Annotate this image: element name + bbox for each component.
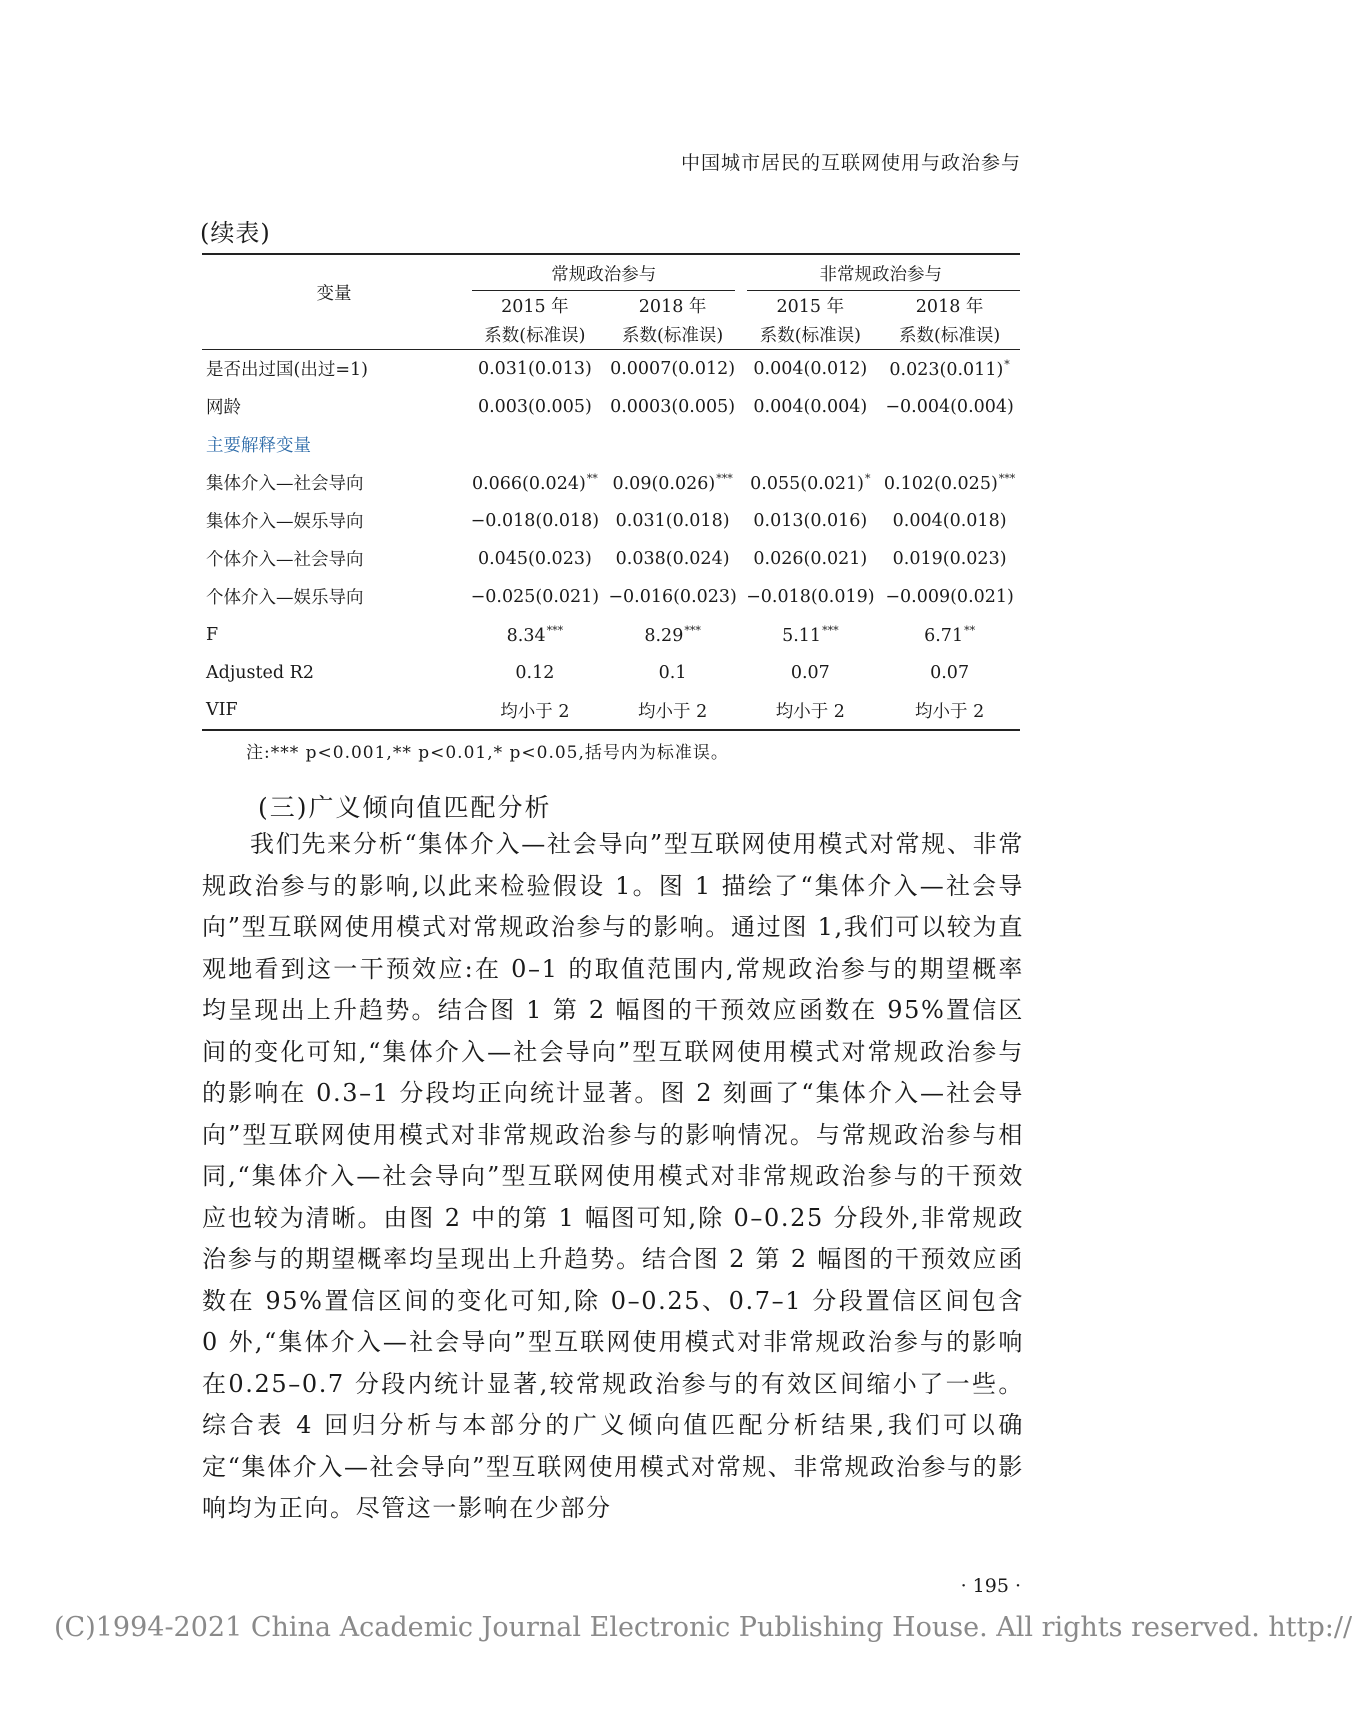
table-cell <box>741 578 879 616</box>
significance-stars: ** <box>964 623 976 637</box>
cell-value: −0.018(0.019) <box>746 586 875 607</box>
table-row <box>202 464 1020 502</box>
coef-subheader: 系数(标准误) <box>741 320 879 350</box>
cell-value: 0.102(0.025) <box>883 473 998 494</box>
table-cell <box>741 388 879 426</box>
significance-stars: *** <box>684 623 701 637</box>
table-cell <box>604 388 742 426</box>
significance-stars: * <box>1004 357 1010 371</box>
table-row <box>202 502 1020 540</box>
table-row <box>202 692 1020 730</box>
group-header-conventional: 常规政治参与 <box>466 254 741 291</box>
coef-subheader: 系数(标准误) <box>879 320 1020 350</box>
body-paragraph: 我们先来分析“集体介入—社会导向”型互联网使用模式对常规、非常规政治参与的影响,以此来检验假设 1。图 1 描绘了“集体介入—社会导向”型互联网使用模式对常规政治参与的影响。通过图 1,我们可以较为直观地看到这一干预效应:在 0–1 的取值范围内,常规政治参与的期望概率均呈现出上升趋势。结合图 1 第 2 幅图的干预效应函数在 95%置信区间的变化可知,“集体介入—社会导向”型互联网使用模式对常规政治参与的影响在 0.3–1 分段均正向统计显著。图 2 刻画了“集体介入—社会导向”型互联网使用模式对非常规政治参与的影响情况。与常规政治参与相同,“集体介入—社会导向”型互联网使用模式对非常规政治参与的干预效应也较为清晰。由图 2 中的第 1 幅图可知,除 0–0.25 分段外,非常规政治参与的期望概率均呈现出上升趋势。结合图 2 第 2 幅图的干预效应函数在 95%置信区间的变化可知,除 0–0.25、0.7–1 分段置信区间包含 0 外,“集体介入—社会导向”型互联网使用模式对非常规政治参与的影响在0.25–0.7 分段内统计显著,较常规政治参与的有效区间缩小了一些。综合表 4 回归分析与本部分的广义倾向值匹配分析结果,我们可以确定“集体介入—社会导向”型互联网使用模式对常规、非常规政治参与的影响均为正向。尽管这一影响在少部分 <box>202 830 1024 1522</box>
table-row <box>202 350 1020 388</box>
cell-value: −0.018(0.018) <box>470 510 600 531</box>
table-cell <box>466 616 604 654</box>
running-head: 中国城市居民的互联网使用与政治参与 <box>680 152 1021 174</box>
table-cell <box>466 578 604 616</box>
cell-value: 6.71 <box>924 625 964 646</box>
table-row <box>202 616 1020 654</box>
row-label: 集体介入—娱乐导向 <box>206 512 364 532</box>
cell-value: 0.031(0.018) <box>615 510 730 531</box>
table-continued-label: (续表) <box>200 219 271 247</box>
table-cell <box>466 388 604 426</box>
year-header: 2015 年 <box>501 297 569 317</box>
table-cell <box>879 578 1020 616</box>
regression-table <box>202 253 1020 731</box>
table-row <box>202 654 1020 692</box>
table-cell <box>604 654 742 692</box>
table-cell <box>879 540 1020 578</box>
row-label: Adjusted R2 <box>206 662 314 683</box>
cell-value: 均小于 2 <box>915 701 985 722</box>
year-header: 2018 年 <box>638 297 707 317</box>
cell-value: 0.004(0.004) <box>753 396 868 417</box>
table-cell <box>466 350 604 388</box>
copyright-watermark: (C)1994-2021 China Academic Journal Electronic Publishing House. All rights reserved. http:// <box>54 1612 1352 1643</box>
table-cell <box>466 502 604 540</box>
cell-value: 均小于 2 <box>500 701 570 722</box>
cell-value: 0.066(0.024) <box>471 473 586 494</box>
table-cell <box>879 350 1020 388</box>
table-cell <box>604 350 742 388</box>
table-body <box>202 350 1020 730</box>
table-cell <box>604 426 742 464</box>
page-number: · 195 · <box>960 1575 1021 1597</box>
cell-value: 均小于 2 <box>638 701 708 722</box>
year-header: 2018 年 <box>915 297 984 317</box>
cell-value: 0.09(0.026) <box>612 473 716 494</box>
significance-stars: * <box>865 471 871 485</box>
cell-value: −0.016(0.023) <box>608 586 737 607</box>
cell-value: 0.1 <box>658 662 687 683</box>
cell-value: 8.34 <box>506 625 546 646</box>
table-cell <box>604 616 742 654</box>
table-cell <box>879 388 1020 426</box>
year-header: 2015 年 <box>776 297 845 317</box>
table-cell <box>879 464 1020 502</box>
table-cell <box>741 616 879 654</box>
cell-value: −0.009(0.021) <box>885 586 1014 607</box>
cell-value: 0.004(0.018) <box>892 510 1007 531</box>
table-cell <box>879 616 1020 654</box>
cell-value: 0.0003(0.005) <box>610 396 736 417</box>
table-cell <box>604 578 742 616</box>
table-cell <box>604 540 742 578</box>
row-label: 网龄 <box>206 398 241 418</box>
cell-value: −0.004(0.004) <box>885 396 1014 417</box>
table-cell <box>466 426 604 464</box>
cell-value: 8.29 <box>644 625 684 646</box>
table-cell <box>741 502 879 540</box>
cell-value: 0.055(0.021) <box>750 473 865 494</box>
table-cell <box>604 502 742 540</box>
row-label: 个体介入—娱乐导向 <box>206 588 364 608</box>
body-text <box>202 824 1024 1530</box>
row-label: F <box>206 624 219 645</box>
cell-value: 0.045(0.023) <box>477 548 592 569</box>
cell-value: 0.019(0.023) <box>892 548 1007 569</box>
significance-stars: ** <box>586 471 598 485</box>
group-header-unconventional: 非常规政治参与 <box>741 254 1020 291</box>
table-cell <box>741 692 879 730</box>
significance-stars: *** <box>716 471 733 485</box>
cell-value: 0.004(0.012) <box>753 358 868 379</box>
table-row <box>202 578 1020 616</box>
significance-stars: *** <box>998 471 1016 485</box>
variable-header: 变量 <box>202 254 466 320</box>
table-cell <box>741 464 879 502</box>
section-row-label: 主要解释变量 <box>206 436 311 456</box>
table-row <box>202 388 1020 426</box>
row-label: 个体介入—社会导向 <box>206 550 364 570</box>
table-cell <box>879 692 1020 730</box>
table-cell <box>466 540 604 578</box>
cell-value: 0.07 <box>790 662 830 683</box>
cell-value: 均小于 2 <box>775 701 845 722</box>
table-row <box>202 426 1020 464</box>
cell-value: 0.013(0.016) <box>753 510 868 531</box>
table-cell <box>466 464 604 502</box>
cell-value: 0.026(0.021) <box>753 548 868 569</box>
table-cell <box>466 654 604 692</box>
cell-value: −0.025(0.021) <box>470 586 600 607</box>
row-label: VIF <box>202 692 466 730</box>
cell-value: 0.07 <box>930 662 970 683</box>
cell-value: 0.12 <box>515 662 555 683</box>
table-row <box>202 540 1020 578</box>
cell-value: 5.11 <box>782 625 822 646</box>
table-note: 注:*** p<0.001,** p<0.01,* p<0.05,括号内为标准误。 <box>246 743 729 763</box>
table-cell <box>741 654 879 692</box>
table-cell <box>741 426 879 464</box>
section-heading: (三)广义倾向值匹配分析 <box>258 793 552 822</box>
header-spacer <box>202 320 466 350</box>
cell-value: 0.0007(0.012) <box>610 358 736 379</box>
table-cell <box>741 350 879 388</box>
coef-subheader: 系数(标准误) <box>466 320 604 350</box>
table-cell <box>466 692 604 730</box>
table-cell <box>604 692 742 730</box>
coef-subheader: 系数(标准误) <box>604 320 742 350</box>
significance-stars: *** <box>546 623 564 637</box>
cell-value: 0.038(0.024) <box>615 548 730 569</box>
row-label: 是否出过国(出过=1) <box>206 360 368 381</box>
cell-value: 0.023(0.011) <box>889 359 1004 380</box>
table-cell <box>879 426 1020 464</box>
significance-stars: *** <box>822 623 839 637</box>
cell-value: 0.031(0.013) <box>477 358 592 379</box>
cell-value: 0.003(0.005) <box>477 396 592 417</box>
table-cell <box>879 654 1020 692</box>
table-cell <box>741 540 879 578</box>
table-cell <box>879 502 1020 540</box>
table-cell <box>604 464 742 502</box>
row-label: 集体介入—社会导向 <box>206 474 364 494</box>
